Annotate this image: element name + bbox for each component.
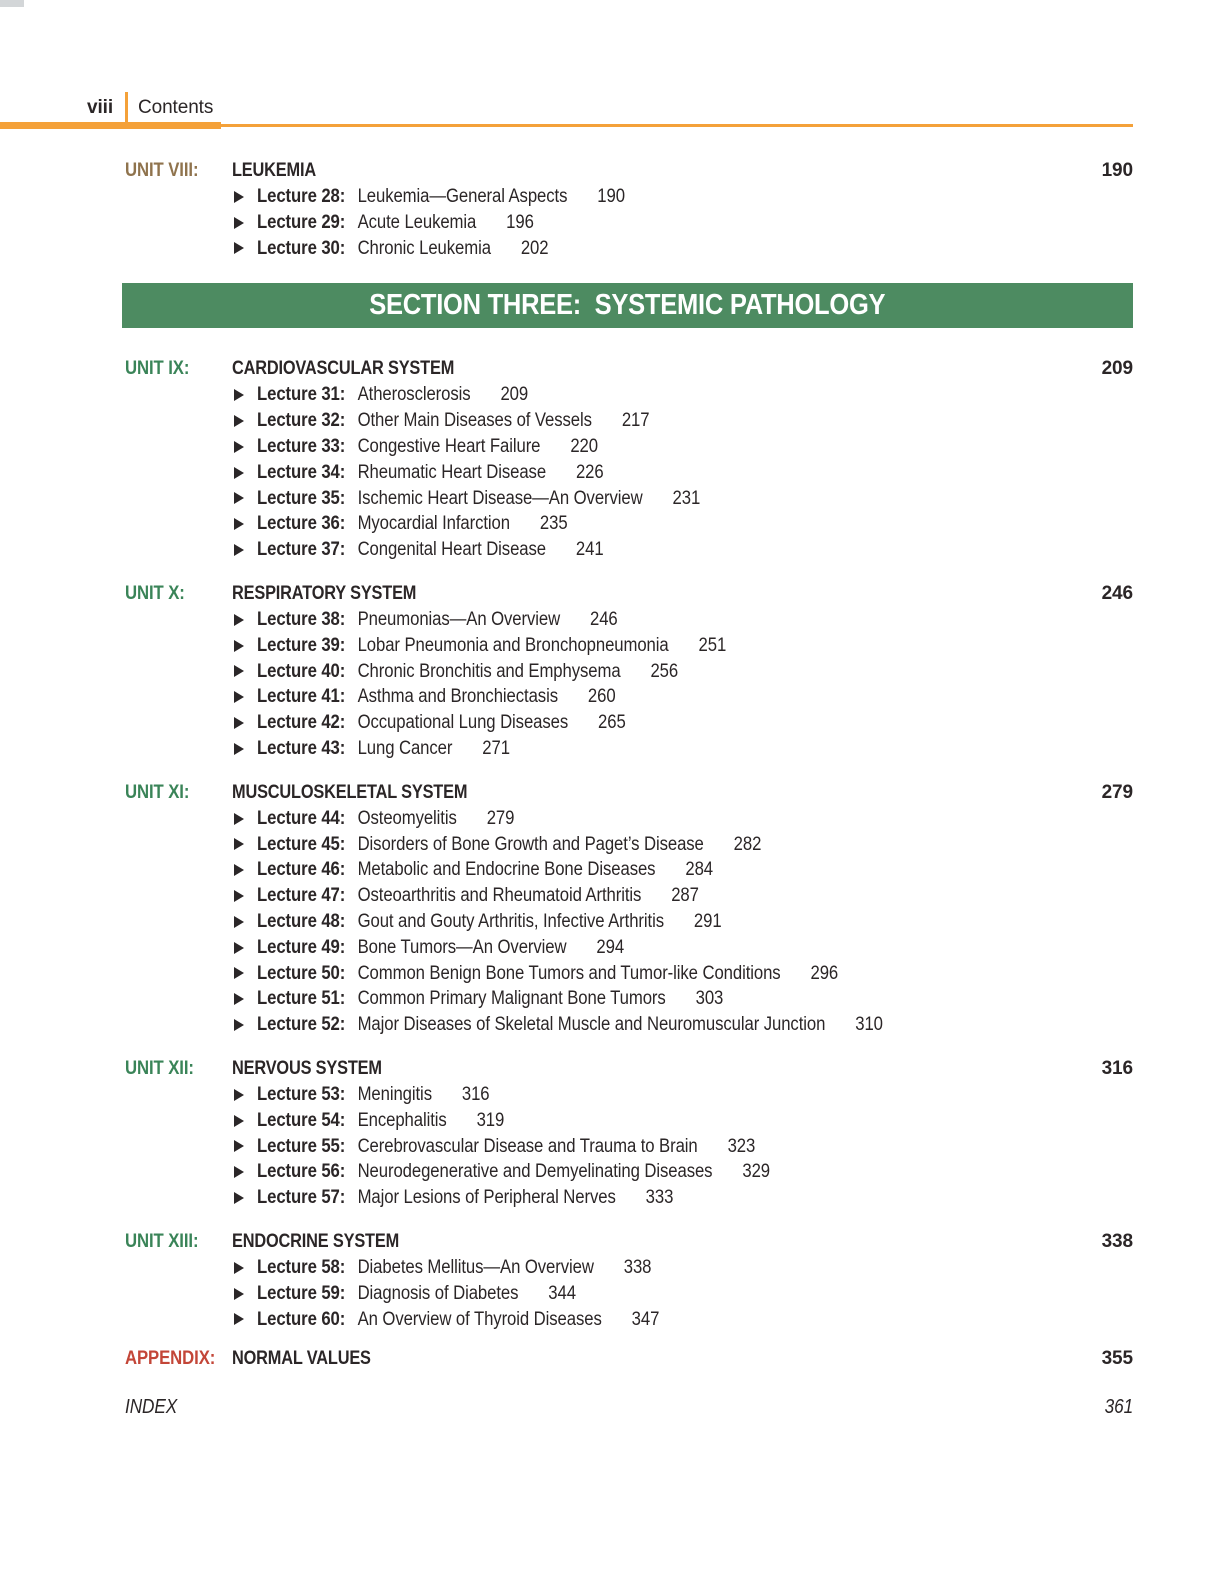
- lecture-text: [257, 935, 624, 961]
- lecture-text: [257, 1012, 883, 1038]
- lecture-row: [234, 460, 1133, 486]
- lecture-row: [234, 710, 1133, 736]
- lecture-title: Leukemia—General Aspects: [357, 186, 568, 207]
- lecture-label: Lecture 46:: [257, 859, 346, 881]
- header-rule-thin: [221, 124, 1133, 127]
- lecture-title: Diabetes Mellitus—An Overview: [357, 1256, 594, 1278]
- unit-title: NERVOUS SYSTEM: [232, 1057, 382, 1079]
- lecture-page-number: 251: [698, 634, 727, 656]
- lecture-text: [257, 736, 510, 762]
- lecture-row: [234, 1307, 1133, 1333]
- lecture-row: [234, 1012, 1133, 1038]
- lecture-row: [234, 408, 1133, 434]
- lecture-row: [234, 633, 1133, 659]
- lecture-label: Lecture 57:: [257, 1187, 346, 1209]
- lecture-page-number: 333: [645, 1187, 674, 1209]
- lecture-label: Lecture 35:: [257, 487, 346, 509]
- lecture-page-number: 329: [742, 1161, 771, 1183]
- lecture-label: Lecture 29:: [257, 211, 346, 233]
- lecture-text: [257, 184, 625, 210]
- lecture-list: [125, 607, 1133, 762]
- lecture-row: [234, 537, 1133, 563]
- lecture-label: Lecture 34:: [257, 461, 346, 483]
- lecture-text: [257, 537, 604, 563]
- unit-block: [125, 1229, 1133, 1332]
- lecture-page-number: 235: [539, 513, 568, 535]
- unit-label: UNIT XI:: [125, 781, 190, 803]
- lecture-title: Congestive Heart Failure: [357, 435, 541, 457]
- triangle-bullet-icon: [234, 1140, 244, 1152]
- lecture-title: Major Diseases of Skeletal Muscle and Neuromuscular Junction: [357, 1014, 826, 1036]
- lecture-row: [234, 607, 1133, 633]
- triangle-bullet-icon: [234, 838, 244, 850]
- lecture-text: [257, 1255, 651, 1281]
- lecture-text: [257, 909, 722, 935]
- lecture-label: Lecture 43:: [257, 737, 346, 759]
- lecture-title: Meningitis: [357, 1083, 432, 1105]
- lecture-title: Disorders of Bone Growth and Paget’s Disease: [357, 833, 704, 855]
- lecture-row: [234, 1108, 1133, 1134]
- unit-heading: [125, 1229, 1133, 1255]
- triangle-bullet-icon: [234, 242, 244, 254]
- folio-page-number: viii: [87, 97, 114, 118]
- unit-label: UNIT IX:: [125, 358, 190, 380]
- lecture-page-number: 220: [570, 435, 598, 457]
- unit-heading: [125, 780, 1133, 806]
- unit-title: MUSCULOSKELETAL SYSTEM: [232, 781, 468, 803]
- section-banner-title: SECTION THREE: SYSTEMIC PATHOLOGY: [369, 289, 886, 322]
- unit-heading: [125, 158, 1133, 184]
- lecture-page-number: 323: [727, 1135, 756, 1157]
- lecture-label: Lecture 28:: [257, 186, 346, 207]
- lecture-page-number: 291: [693, 910, 722, 932]
- lecture-text: [257, 434, 598, 460]
- lecture-list: [125, 1255, 1133, 1332]
- lecture-label: Lecture 47:: [257, 885, 346, 907]
- lecture-text: [257, 883, 699, 909]
- lecture-row: [234, 961, 1133, 987]
- lecture-title: Pneumonias—An Overview: [357, 608, 561, 630]
- lecture-label: Lecture 58:: [257, 1256, 346, 1278]
- lecture-row: [234, 684, 1133, 710]
- lecture-label: Lecture 41:: [257, 686, 346, 708]
- triangle-bullet-icon: [234, 743, 244, 755]
- lecture-label: Lecture 56:: [257, 1161, 346, 1183]
- lecture-row: [234, 1082, 1133, 1108]
- lecture-page-number: 271: [482, 737, 510, 759]
- lecture-row: [234, 832, 1133, 858]
- lecture-text: [257, 633, 726, 659]
- unit-title: ENDOCRINE SYSTEM: [232, 1230, 400, 1252]
- lecture-text: [257, 857, 713, 883]
- lecture-text: [257, 607, 618, 633]
- triangle-bullet-icon: [234, 389, 244, 401]
- lecture-title: Other Main Diseases of Vessels: [357, 410, 592, 432]
- lecture-page-number: 303: [695, 988, 724, 1010]
- lecture-title: An Overview of Thyroid Diseases: [357, 1308, 602, 1330]
- lecture-title: Major Lesions of Peripheral Nerves: [357, 1187, 616, 1209]
- lecture-title: Osteoarthritis and Rheumatoid Arthritis: [357, 885, 642, 907]
- lecture-page-number: 190: [597, 186, 625, 207]
- lecture-title: Common Benign Bone Tumors and Tumor-like Conditions: [357, 962, 781, 984]
- lecture-title: Encephalitis: [357, 1109, 447, 1131]
- unit-title: RESPIRATORY SYSTEM: [232, 582, 417, 604]
- lecture-text: [257, 986, 723, 1012]
- lecture-label: Lecture 40:: [257, 660, 346, 682]
- lecture-label: Lecture 52:: [257, 1014, 346, 1036]
- lecture-page-number: 310: [855, 1014, 883, 1036]
- lecture-label: Lecture 39:: [257, 634, 346, 656]
- lecture-page-number: 319: [476, 1109, 505, 1131]
- lecture-page-number: 338: [623, 1256, 652, 1278]
- lecture-label: Lecture 33:: [257, 435, 346, 457]
- unit-label: UNIT XIII:: [125, 1230, 199, 1252]
- page-edge-mark: [0, 0, 24, 7]
- lecture-page-number: 287: [671, 885, 699, 907]
- unit-heading: [125, 356, 1133, 382]
- unit-block: [125, 780, 1133, 1038]
- triangle-bullet-icon: [234, 665, 244, 677]
- triangle-bullet-icon: [234, 1115, 244, 1127]
- triangle-bullet-icon: [234, 1019, 244, 1031]
- lecture-text: [257, 1159, 770, 1185]
- lecture-title: Neurodegenerative and Demyelinating Diseases: [357, 1161, 713, 1183]
- lecture-page-number: 196: [506, 211, 534, 233]
- lecture-row: [234, 986, 1133, 1012]
- lecture-page-number: 347: [631, 1308, 660, 1330]
- lecture-list: [125, 184, 1133, 261]
- triangle-bullet-icon: [234, 1313, 244, 1325]
- lecture-page-number: 284: [685, 859, 714, 881]
- lecture-row: [234, 1281, 1133, 1307]
- lecture-label: Lecture 51:: [257, 988, 346, 1010]
- lecture-row: [234, 210, 1133, 236]
- section-three-units-group: [125, 356, 1133, 1332]
- lecture-text: [257, 1082, 490, 1108]
- triangle-bullet-icon: [234, 916, 244, 928]
- unit-page-number: 338: [1101, 1230, 1133, 1252]
- lecture-label: Lecture 55:: [257, 1135, 346, 1157]
- lecture-text: [257, 511, 568, 537]
- unit-page-number: 316: [1101, 1057, 1133, 1079]
- lecture-page-number: 246: [589, 608, 618, 630]
- lecture-row: [234, 1134, 1133, 1160]
- lecture-page-number: 344: [548, 1282, 576, 1304]
- lecture-title: Ischemic Heart Disease—An Overview: [357, 487, 643, 509]
- triangle-bullet-icon: [234, 492, 244, 504]
- appendix-page-number: 355: [1101, 1348, 1133, 1370]
- lecture-page-number: 260: [587, 686, 616, 708]
- lecture-label: Lecture 48:: [257, 910, 346, 932]
- unit-page-number: 246: [1101, 582, 1133, 604]
- front-units-group: [125, 158, 1133, 261]
- lecture-text: [257, 486, 700, 512]
- lecture-text: [257, 1185, 673, 1211]
- unit-page-number: 279: [1101, 781, 1133, 803]
- lecture-label: Lecture 50:: [257, 962, 346, 984]
- lecture-page-number: 256: [650, 660, 679, 682]
- lecture-label: Lecture 53:: [257, 1083, 346, 1105]
- unit-block: [125, 356, 1133, 563]
- unit-label: UNIT XII:: [125, 1057, 194, 1079]
- lecture-page-number: 279: [486, 807, 515, 829]
- index-row: [125, 1394, 1133, 1420]
- running-head-title: Contents: [138, 97, 214, 118]
- lecture-text: [257, 408, 649, 434]
- lecture-list: [125, 382, 1133, 563]
- lecture-text: [257, 1134, 755, 1160]
- lecture-page-number: 217: [621, 410, 650, 432]
- unit-heading: [125, 581, 1133, 607]
- triangle-bullet-icon: [234, 640, 244, 652]
- lecture-page-number: 226: [575, 461, 604, 483]
- lecture-page-number: 282: [733, 833, 762, 855]
- lecture-title: Bone Tumors—An Overview: [357, 936, 567, 958]
- triangle-bullet-icon: [234, 1166, 244, 1178]
- lecture-title: Occupational Lung Diseases: [357, 712, 569, 734]
- lecture-text: [257, 806, 514, 832]
- triangle-bullet-icon: [234, 1262, 244, 1274]
- triangle-bullet-icon: [234, 1192, 244, 1204]
- lecture-label: Lecture 44:: [257, 807, 346, 829]
- triangle-bullet-icon: [234, 993, 244, 1005]
- triangle-bullet-icon: [234, 691, 244, 703]
- triangle-bullet-icon: [234, 864, 244, 876]
- lecture-text: [257, 210, 534, 236]
- lecture-title: Rheumatic Heart Disease: [357, 461, 547, 483]
- lecture-label: Lecture 32:: [257, 410, 346, 432]
- unit-block: [125, 1056, 1133, 1211]
- lecture-text: [257, 236, 548, 262]
- lecture-list: [125, 806, 1133, 1038]
- lecture-row: [234, 806, 1133, 832]
- lecture-title: Acute Leukemia: [357, 211, 477, 233]
- table-of-contents: [125, 152, 1133, 1420]
- lecture-row: [234, 236, 1133, 262]
- lecture-title: Atherosclerosis: [357, 384, 471, 406]
- lecture-page-number: 231: [672, 487, 701, 509]
- lecture-text: [257, 659, 678, 685]
- lecture-row: [234, 659, 1133, 685]
- lecture-title: Gout and Gouty Arthritis, Infective Arthritis: [357, 910, 664, 932]
- lecture-title: Myocardial Infarction: [357, 513, 510, 535]
- unit-page-number: 209: [1101, 358, 1133, 380]
- lecture-row: [234, 883, 1133, 909]
- lecture-text: [257, 1307, 659, 1333]
- triangle-bullet-icon: [234, 614, 244, 626]
- lecture-row: [234, 486, 1133, 512]
- lecture-text: [257, 1281, 576, 1307]
- lecture-label: Lecture 37:: [257, 539, 346, 561]
- lecture-title: Osteomyelitis: [357, 807, 457, 829]
- lecture-title: Lung Cancer: [357, 737, 453, 759]
- lecture-title: Cerebrovascular Disease and Trauma to Brain: [357, 1135, 698, 1157]
- lecture-text: [257, 684, 616, 710]
- lecture-page-number: 316: [461, 1083, 490, 1105]
- lecture-title: Common Primary Malignant Bone Tumors: [357, 988, 666, 1010]
- lecture-label: Lecture 38:: [257, 608, 346, 630]
- unit-label: UNIT X:: [125, 582, 185, 604]
- lecture-label: Lecture 49:: [257, 936, 346, 958]
- lecture-title: Metabolic and Endocrine Bone Diseases: [357, 859, 656, 881]
- unit-heading: [125, 1056, 1133, 1082]
- triangle-bullet-icon: [234, 518, 244, 530]
- lecture-text: [257, 382, 528, 408]
- triangle-bullet-icon: [234, 717, 244, 729]
- lecture-title: Congenital Heart Disease: [357, 539, 546, 561]
- triangle-bullet-icon: [234, 217, 244, 229]
- index-label: INDEX: [125, 1396, 178, 1419]
- lecture-row: [234, 1159, 1133, 1185]
- lecture-page-number: 241: [575, 539, 604, 561]
- unit-block: [125, 581, 1133, 762]
- unit-title: LEUKEMIA: [232, 160, 316, 181]
- appendix-title: NORMAL VALUES: [232, 1348, 371, 1370]
- lecture-title: Lobar Pneumonia and Bronchopneumonia: [357, 634, 669, 656]
- section-banner: [122, 283, 1133, 328]
- lecture-label: Lecture 30:: [257, 237, 346, 259]
- lecture-label: Lecture 31:: [257, 384, 346, 406]
- triangle-bullet-icon: [234, 544, 244, 556]
- triangle-bullet-icon: [234, 942, 244, 954]
- triangle-bullet-icon: [234, 890, 244, 902]
- lecture-row: [234, 184, 1133, 210]
- appendix-label: APPENDIX:: [125, 1348, 216, 1370]
- lecture-label: Lecture 42:: [257, 712, 346, 734]
- lecture-page-number: 265: [598, 712, 626, 734]
- triangle-bullet-icon: [234, 441, 244, 453]
- lecture-label: Lecture 45:: [257, 833, 346, 855]
- appendix-row: [125, 1346, 1133, 1372]
- lecture-title: Chronic Leukemia: [357, 237, 491, 259]
- lecture-page-number: 296: [810, 962, 839, 984]
- lecture-title: Chronic Bronchitis and Emphysema: [357, 660, 621, 682]
- lecture-row: [234, 511, 1133, 537]
- lecture-row: [234, 434, 1133, 460]
- lecture-page-number: 209: [500, 384, 529, 406]
- triangle-bullet-icon: [234, 191, 244, 203]
- lecture-text: [257, 460, 604, 486]
- triangle-bullet-icon: [234, 467, 244, 479]
- lecture-page-number: 294: [596, 936, 625, 958]
- lecture-label: Lecture 59:: [257, 1282, 346, 1304]
- lecture-row: [234, 1185, 1133, 1211]
- lecture-text: [257, 961, 838, 987]
- unit-page-number: 190: [1101, 160, 1133, 181]
- triangle-bullet-icon: [234, 813, 244, 825]
- lecture-row: [234, 857, 1133, 883]
- index-page-number: 361: [1104, 1396, 1133, 1419]
- header-divider: [125, 92, 128, 123]
- lecture-row: [234, 935, 1133, 961]
- lecture-row: [234, 1255, 1133, 1281]
- lecture-title: Asthma and Bronchiectasis: [357, 686, 558, 708]
- lecture-row: [234, 909, 1133, 935]
- lecture-title: Diagnosis of Diabetes: [357, 1282, 519, 1304]
- lecture-label: Lecture 54:: [257, 1109, 346, 1131]
- triangle-bullet-icon: [234, 1089, 244, 1101]
- lecture-text: [257, 832, 761, 858]
- triangle-bullet-icon: [234, 1288, 244, 1300]
- lecture-text: [257, 710, 626, 736]
- lecture-text: [257, 1108, 504, 1134]
- lecture-row: [234, 736, 1133, 762]
- unit-title: CARDIOVASCULAR SYSTEM: [232, 358, 455, 380]
- lecture-list: [125, 1082, 1133, 1211]
- lecture-row: [234, 382, 1133, 408]
- triangle-bullet-icon: [234, 967, 244, 979]
- lecture-label: Lecture 60:: [257, 1308, 346, 1330]
- triangle-bullet-icon: [234, 415, 244, 427]
- header-rule-thick: [0, 122, 221, 129]
- lecture-label: Lecture 36:: [257, 513, 346, 535]
- unit-block: [125, 158, 1133, 261]
- lecture-page-number: 202: [520, 237, 549, 259]
- unit-label: UNIT VIII:: [125, 160, 199, 181]
